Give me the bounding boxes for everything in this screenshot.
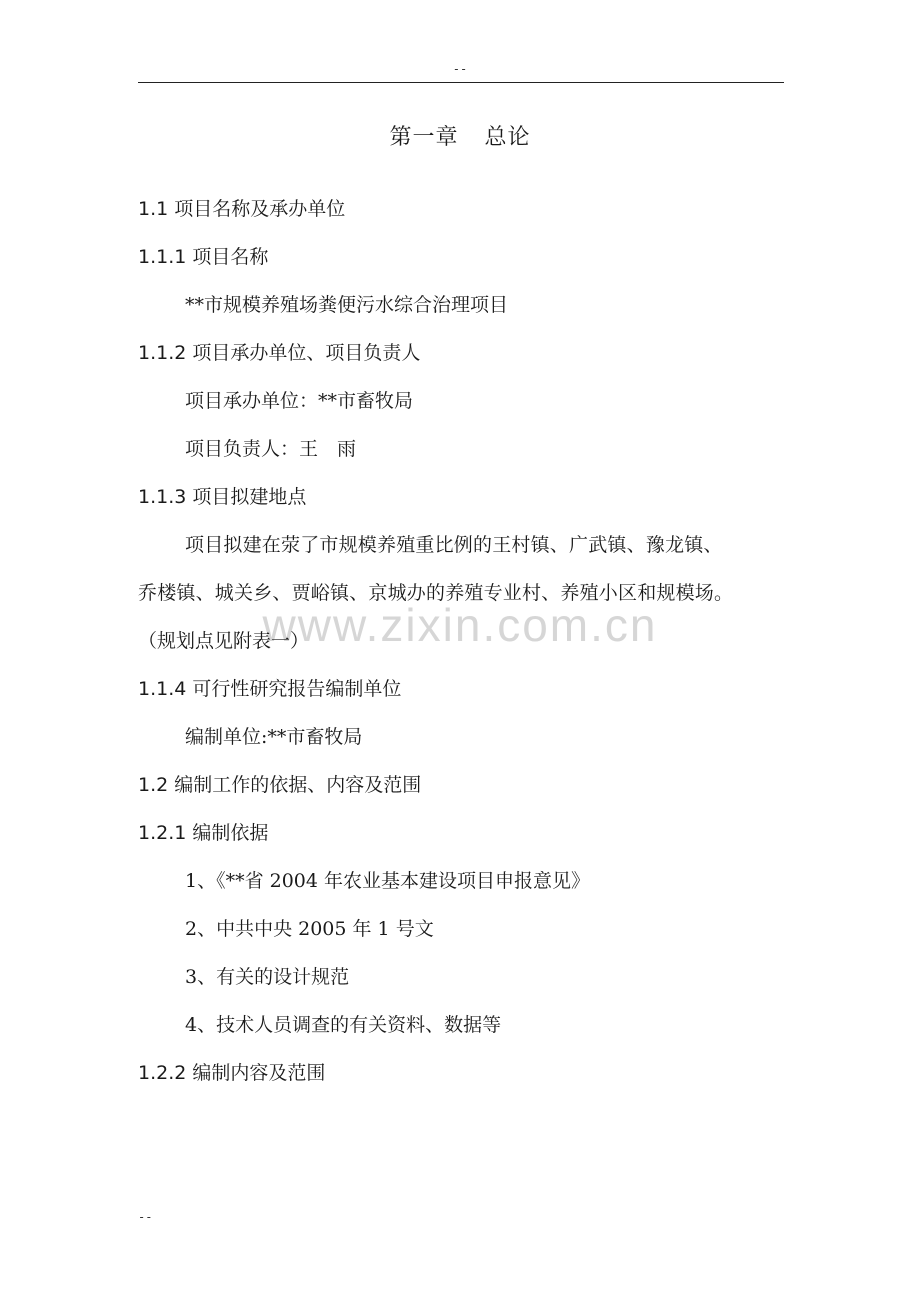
- section-heading-1-1-4: 1.1.4 可行性研究报告编制单位: [138, 678, 402, 700]
- section-heading-1-2: 1.2 编制工作的依据、内容及范围: [138, 774, 422, 796]
- section-heading-1-1-3: 1.1.3 项目拟建地点: [138, 486, 307, 508]
- site-paragraph-line-3: （规划点见附表一）: [138, 630, 310, 652]
- basis-item-4: 4、技术人员调查的有关资料、数据等: [185, 1014, 502, 1036]
- section-heading-1-2-2: 1.2.2 编制内容及范围: [138, 1062, 326, 1084]
- undertaker-text: 项目承办单位：**市畜牧局: [185, 390, 414, 412]
- footer-mark: --: [138, 1210, 153, 1224]
- chapter-number: 第一章: [389, 125, 459, 150]
- section-heading-1-1: 1.1 项目名称及承办单位: [138, 198, 346, 220]
- chapter-name: 总论: [484, 125, 531, 150]
- basis-item-3: 3、有关的设计规范: [185, 966, 350, 988]
- site-paragraph-line-1: 项目拟建在荥了市规模养殖重比例的王村镇、广武镇、豫龙镇、: [185, 534, 723, 556]
- project-name-text: **市规模养殖场粪便污水综合治理项目: [185, 294, 509, 316]
- section-heading-1-1-2: 1.1.2 项目承办单位、项目负责人: [138, 342, 421, 364]
- section-heading-1-1-1: 1.1.1 项目名称: [138, 246, 269, 268]
- basis-item-1: 1、《**省 2004 年农业基本建设项目申报意见》: [185, 870, 591, 892]
- site-paragraph-line-2: 乔楼镇、城关乡、贾峪镇、京城办的养殖专业村、养殖小区和规模场。: [138, 582, 734, 604]
- leader-text: 项目负责人：王 雨: [185, 438, 357, 460]
- document-body: [138, 194, 784, 1106]
- compiler-text: 编制单位:**市畜牧局: [185, 726, 363, 748]
- chapter-title: [0, 120, 920, 151]
- basis-item-2: 2、中共中央 2005 年 1 号文: [185, 918, 434, 940]
- header-mark: --: [452, 62, 468, 76]
- section-heading-1-2-1: 1.2.1 编制依据: [138, 822, 269, 844]
- watermark: www.zixin.com.cn: [262, 599, 658, 651]
- header-rule: [138, 82, 784, 83]
